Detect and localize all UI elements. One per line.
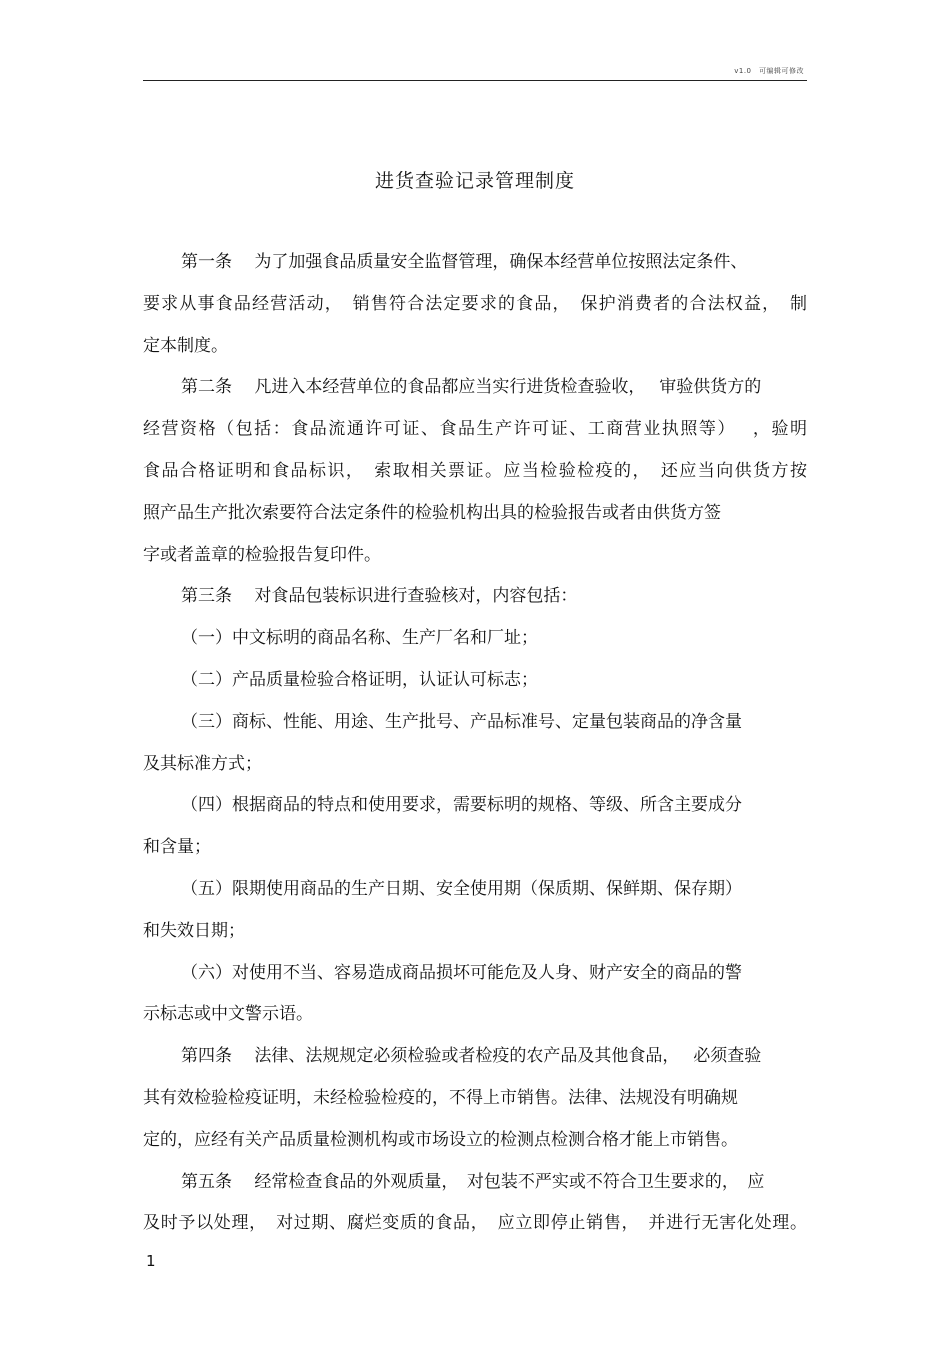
text-line: 定本制度。 xyxy=(143,335,228,356)
text-line: （三）商标、性能、用途、生产批号、产品标准号、定量包装商品的净含量 xyxy=(181,711,742,732)
text-line: （二）产品质量检验合格证明，认证认可标志； xyxy=(181,669,538,690)
text-line: 第五条 经常检查食品的外观质量， 对包装不严实或不符合卫生要求的， 应 xyxy=(181,1171,765,1192)
text-line: （六）对使用不当、容易造成商品损坏可能危及人身、财产安全的商品的警 xyxy=(181,962,742,983)
text-line: 其有效检验检疫证明，未经检验检疫的，不得上市销售。法律、法规没有明确规 xyxy=(143,1087,738,1108)
text-line: 照产品生产批次索要符合法定条件的检验机构出具的检验报告或者由供货方签 xyxy=(143,502,721,523)
text-line: 第三条 对食品包装标识进行查验核对，内容包括： xyxy=(181,586,578,607)
document-body xyxy=(143,247,807,1250)
text-line: 食品合格证明和食品标识， 索取相关票证。应当检验检疫的， 还应当向供货方按 xyxy=(143,460,807,481)
header-rule xyxy=(143,80,807,81)
text-line: 第四条 法律、法规规定必须检验或者检疫的农产品及其他食品， 必须查验 xyxy=(181,1046,762,1067)
text-line: （四）根据商品的特点和使用要求，需要标明的规格、等级、所含主要成分 xyxy=(181,795,742,816)
header-version-note: v1.0 可编辑可修改 xyxy=(734,67,804,75)
text-line: 和失效日期； xyxy=(143,920,245,941)
text-line: （一）中文标明的商品名称、生产厂名和厂址； xyxy=(181,628,538,649)
text-line: 及时予以处理， 对过期、腐烂变质的食品， 应立即停止销售， 并进行无害化处理。 xyxy=(143,1213,807,1234)
page-number: 1 xyxy=(146,1252,156,1270)
text-line: 第二条 凡进入本经营单位的食品都应当实行进货检查验收， 审验供货方的 xyxy=(181,377,762,398)
text-line: 要求从事食品经营活动， 销售符合法定要求的食品， 保护消费者的合法权益， 制 xyxy=(143,293,807,314)
text-line: 第一条 为了加强食品质量安全监督管理，确保本经营单位按照法定条件、 xyxy=(181,252,748,272)
text-line: 字或者盖章的检验报告复印件。 xyxy=(143,544,381,565)
text-line: 经营资格（包括：食品流通许可证、食品生产许可证、工商营业执照等） ，验明 xyxy=(143,419,807,440)
text-line: 及其标准方式； xyxy=(143,753,262,774)
text-line: 和含量； xyxy=(143,837,211,858)
text-line: 示标志或中文警示语。 xyxy=(143,1004,313,1025)
text-line: 定的，应经有关产品质量检测机构或市场设立的检测点检测合格才能上市销售。 xyxy=(143,1129,738,1150)
text-line: （五）限期使用商品的生产日期、安全使用期（保质期、保鲜期、保存期） xyxy=(181,878,742,899)
page-title: 进货查验记录管理制度 xyxy=(374,170,575,192)
